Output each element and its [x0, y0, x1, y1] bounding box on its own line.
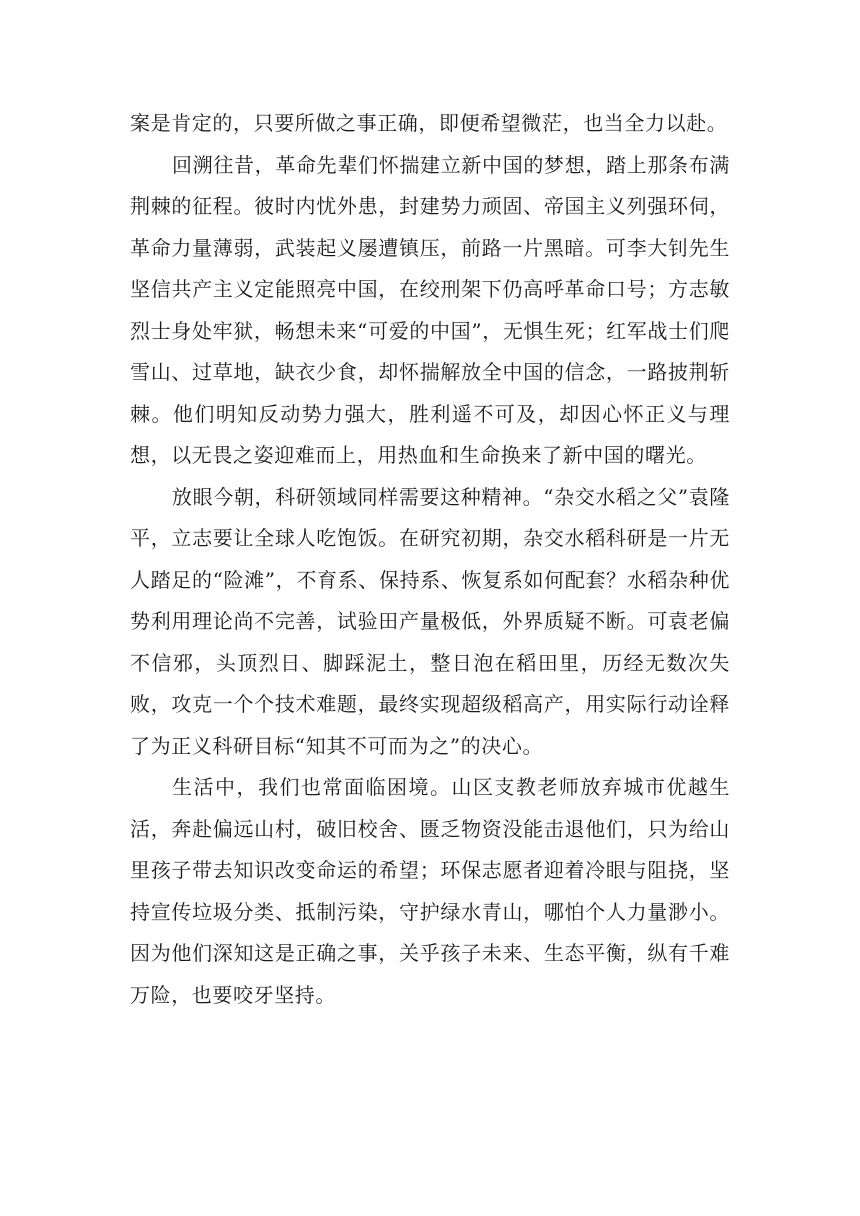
paragraph-scientific-research: 放眼今朝，科研领域同样需要这种精神。“杂交水稻之父”袁隆平，立志要让全球人吃饱饭。在研究初期，杂交水稻科研是一片无人踏足的“险滩”，不育系、保持系、恢复系如何配套？水稻杂种优势利用理论尚不完善，试验田产量极低，外界质疑不断。可袁老偏不信邪，头顶烈日、脚踩泥土，整日泡在稻田里，历经无数次失败，攻克一个个技术难题，最终实现超级稻高产，用实际行动诠释了为正义科研目标“知其不可而为之”的决心。 [130, 484, 730, 758]
paragraph-continuation: 案是肯定的，只要所做之事正确，即便希望微茫，也当全力以赴。 [130, 111, 728, 135]
paragraph-daily-life: 生活中，我们也常面临困境。山区支教老师放弃城市优越生活，奔赴偏远山村，破旧校舍、匮乏物资没能击退他们，只为给山里孩子带去知识改变命运的希望；环保志愿者迎着冷眼与阻挠，坚持宣传垃圾分类、抵制污染，守护绿水青山，哪怕个人力量渺小。因为他们深知这是正确之事，关乎孩子未来、生态平衡，纵有千难万险，也要咬牙坚持。 [130, 775, 730, 1007]
document-page [130, 103, 730, 1016]
paragraph-revolutionary-forebears: 回溯往昔，革命先辈们怀揣建立新中国的梦想，踏上那条布满荆棘的征程。彼时内忧外患，封建势力顽固、帝国主义列强环伺，革命力量薄弱，武装起义屡遭镇压，前路一片黑暗。可李大钊先生坚信共产主义定能照亮中国，在绞刑架下仍高呼革命口号；方志敏烈士身处牢狱，畅想未来“可爱的中国”，无惧生死；红军战士们爬雪山、过草地，缺衣少食，却怀揣解放全中国的信念，一路披荆斩棘。他们明知反动势力强大，胜利遥不可及，却因心怀正义与理想，以无畏之姿迎难而上，用热血和生命换来了新中国的曙光。 [130, 152, 730, 467]
